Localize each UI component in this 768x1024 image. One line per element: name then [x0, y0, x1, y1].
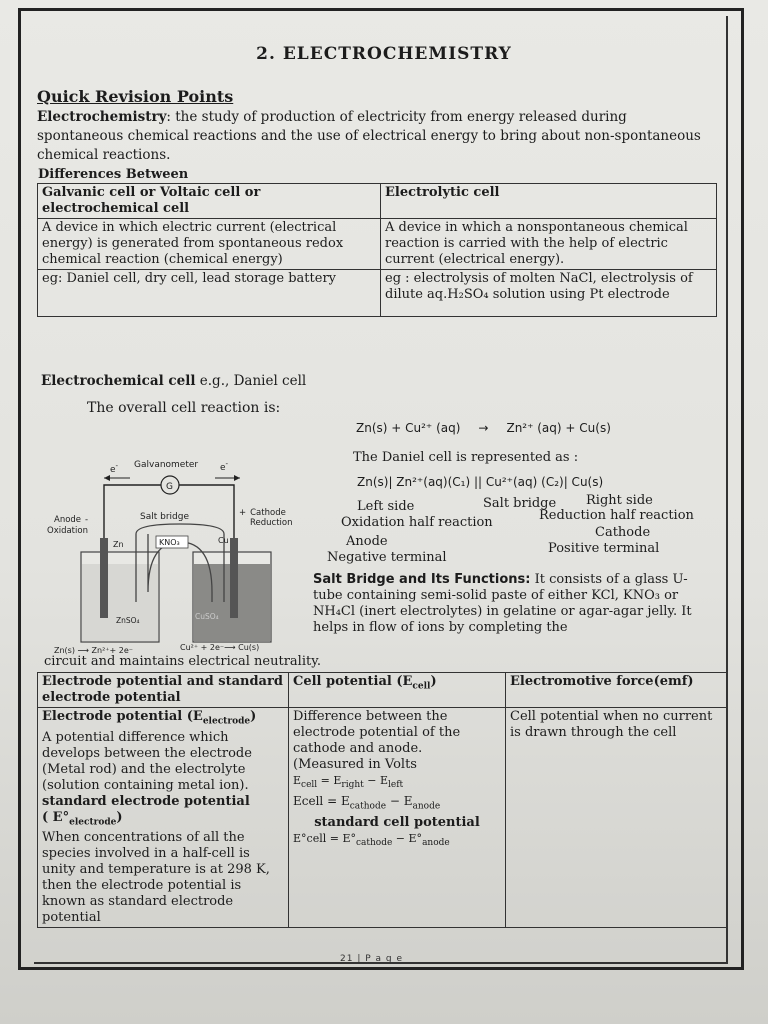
electrode-potential-text: A potential difference which develops between the electrode (Metal rod) and the electrolyte (solution containing metal ion).	[42, 729, 252, 793]
table-cell: A device in which a nonspontaneous chemical reaction is carried with the help of electric current (electrical energy).	[381, 219, 717, 270]
representation-label: The Daniel cell is represented as :	[353, 450, 579, 465]
copper-rod	[230, 538, 238, 618]
standard-electrode-potential-title: standard electrode potential	[42, 793, 250, 809]
anode-half-equation: Zn(s) ⟶ Zn²⁺+ 2e⁻	[54, 646, 133, 655]
daniel-cell-diagram	[40, 452, 310, 662]
standard-cell-potential-title: standard cell potential	[314, 814, 480, 830]
standard-electrode-potential-text: When concentrations of all the species involved in a half-cell is unity and temperature is at 298 K, then the electrode potential is known as standard electrode potential	[42, 830, 270, 926]
cell-potential-text: Difference between the electrode potential of the cathode and anode.	[293, 709, 461, 756]
cathode-diagram-label: + Cathode	[239, 508, 286, 518]
salt-bridge-term: Salt Bridge and Its Functions:	[313, 572, 531, 587]
oxidation-diagram-label: Oxidation	[47, 526, 88, 536]
reaction-arrow: →	[478, 421, 489, 435]
galvanometer-g: G	[166, 482, 173, 492]
ecell-equation-1: $E_{cell} = E_{right} - E_{left}$	[293, 774, 404, 791]
left-side-label: Left side	[357, 499, 415, 514]
table-header-galvanic: Galvanic cell or Voltaic cell or electrochemical cell	[38, 184, 381, 219]
table-row	[38, 270, 717, 317]
right-side-label: Right side	[586, 493, 653, 508]
znso4-label: ZnSO₄	[116, 616, 140, 625]
reduction-half-label: Reduction half reaction	[539, 508, 694, 523]
salt-bridge-continuation: circuit and maintains electrical neutrality.	[44, 654, 321, 669]
zn-label: Zn	[113, 540, 124, 549]
electrode-potential-title: Electrode potential $(E_{electrode})$	[42, 709, 257, 727]
table-header-emf: Electromotive force(emf)	[506, 673, 727, 708]
salt-bridge-text: It consists of a glass U-tube containing semi-solid paste of either KCl, KNO₃ or NH₄Cl (inert electrolytes) in gelatine or agar-agar jelly. It helps in flow of ions by completing the	[313, 572, 692, 635]
negative-terminal-label: Negative terminal	[327, 550, 447, 565]
daniel-rest: e.g., Daniel cell	[195, 373, 307, 389]
overall-reaction-label: The overall cell reaction is:	[87, 400, 281, 416]
standard-electrode-potential-symbol: ( $E^\circ_{electrode}$)	[42, 809, 123, 828]
electron-label-right: e-	[220, 460, 229, 473]
cell-potential-cell	[289, 708, 506, 928]
electron-label-left: e-	[110, 462, 119, 475]
table-row	[38, 673, 727, 708]
table-cell: A device in which electric current (electrical energy) is generated from spontaneous redox chemical reaction (chemical energy)	[38, 219, 381, 270]
anode-diagram-label: Anode -	[54, 515, 89, 525]
anode-label: Anode	[346, 534, 388, 549]
potentials-table	[37, 672, 727, 928]
zinc-rod	[100, 538, 108, 618]
table-header-electrode-potential: Electrode potential and standard electrode potential	[38, 673, 289, 708]
kno3-label: KNO₃	[159, 538, 180, 547]
table-header-electrolytic: Electrolytic cell	[381, 184, 717, 219]
electrode-potential-cell	[38, 708, 289, 928]
cathode-half-equation: Cu²⁺ + 2e⁻⟶ Cu(s)	[180, 643, 260, 652]
electron-arrowhead-left	[104, 475, 110, 481]
ecell-equation-2: Ecell = $E_{cathode} - E_{anode}$	[293, 794, 441, 812]
page-number: 21 | P a g e	[340, 954, 403, 964]
reaction-right: Zn²⁺ (aq) + Cu(s)	[506, 421, 611, 435]
znso4-solution	[82, 564, 158, 641]
intro-text: : the study of production of electricity from energy released during spontaneous chemical reactions and the use of electrical energy to bring about non-spontaneous chemical reactions.	[37, 109, 701, 163]
table-cell: eg : electrolysis of molten NaCl, electrolysis of dilute aq.H₂SO₄ solution using Pt electrode	[381, 270, 717, 317]
oxidation-half-label: Oxidation half reaction	[341, 515, 493, 530]
page-title: 2. ELECTROCHEMISTRY	[256, 44, 512, 64]
cell-notation: Zn(s)| Zn²⁺(aq)(C₁) || Cu²⁺(aq) (C₂)| Cu(s)	[357, 475, 604, 489]
positive-terminal-label: Positive terminal	[548, 541, 660, 556]
section-heading: Quick Revision Points	[37, 87, 234, 106]
cu-label: Cu	[218, 536, 229, 545]
reaction-left: Zn(s) + Cu²⁺ (aq)	[356, 421, 461, 435]
salt-bridge-top	[136, 524, 224, 534]
standard-cell-potential-equation: E°cell = $E^\circ_{cathode} - E^\circ_{anode}$	[293, 831, 450, 848]
cathode-label: Cathode	[595, 525, 651, 540]
salt-bridge-paragraph	[313, 572, 713, 636]
intro-paragraph	[37, 108, 707, 165]
measured-in-volts: (Measured in Volts	[293, 757, 417, 772]
overall-reaction	[356, 421, 611, 435]
daniel-cell-heading	[41, 373, 306, 389]
table-row	[38, 708, 727, 928]
salt-bridge-label: Salt bridge	[483, 496, 557, 511]
cuso4-label: CuSO₄	[195, 612, 219, 621]
table-cell: eg: Daniel cell, dry cell, lead storage battery	[38, 270, 381, 317]
differences-table	[37, 183, 717, 317]
differences-heading: Differences Between	[38, 167, 189, 182]
intro-term: Electrochemistry	[37, 109, 167, 125]
emf-cell: Cell potential when no current is drawn through the cell	[506, 708, 727, 928]
daniel-term: Electrochemical cell	[41, 373, 196, 389]
galvanometer-label: Galvanometer	[134, 460, 199, 470]
table-header-cell-potential: Cell potential $(E_{cell})$	[289, 673, 506, 708]
electron-arrowhead-right	[234, 475, 240, 481]
salt-bridge-diagram-label: Salt bridge	[140, 512, 189, 522]
table-row	[38, 219, 717, 270]
table-row	[38, 184, 717, 219]
reduction-diagram-label: Reduction	[250, 518, 293, 528]
